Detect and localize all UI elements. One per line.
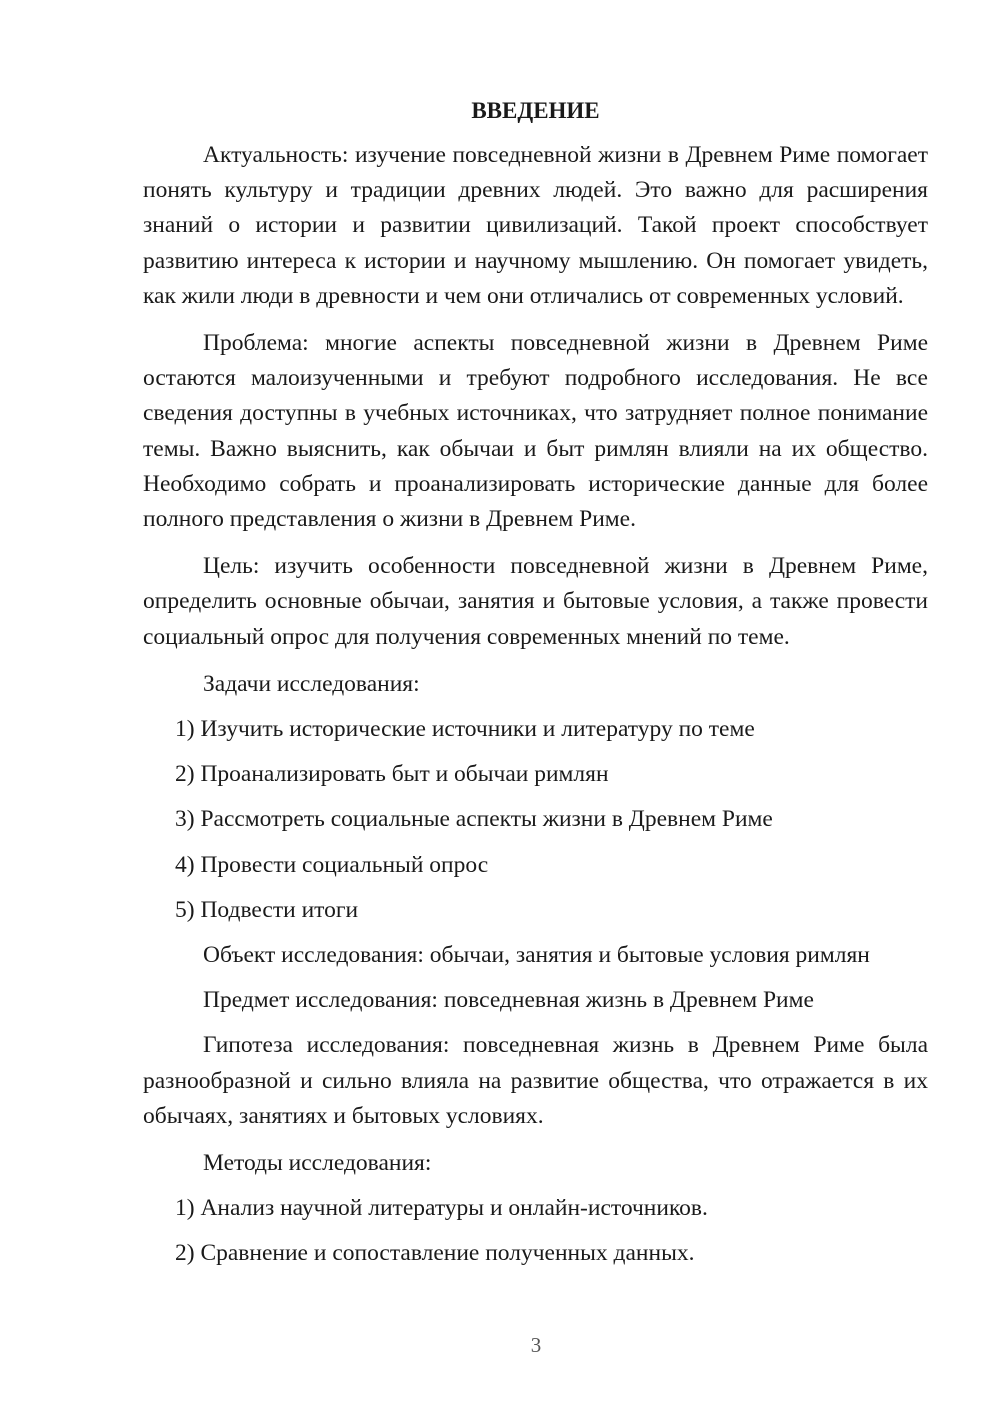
- list-item: 5) Подвести итоги: [175, 896, 359, 923]
- list-item: 4) Провести социальный опрос: [175, 851, 489, 878]
- list-item: 1) Анализ научной литературы и онлайн-источников.: [175, 1195, 708, 1222]
- page-number: 3: [530, 1333, 542, 1357]
- list-item: 2) Сравнение и сопоставление полученных данных.: [175, 1240, 695, 1267]
- relevance-paragraph: Актуальность: изучение повседневной жизни в Древнем Риме помогает понять культуру и традиции древних людей. Это важно для расширения знаний о истории и развитии цивилизаций. Такой проект способствует развитию интереса к истории и научному мышлению. Он помогает увидеть, как жили люди в древности и чем они отличались от современных условий.: [143, 142, 928, 309]
- methods-heading: Методы исследования:: [203, 1150, 432, 1177]
- list-item: 1) Изучить исторические источники и литературу по теме: [175, 716, 755, 743]
- research-object: Объект исследования: обычаи, занятия и бытовые условия римлян: [203, 942, 870, 969]
- tasks-list: [143, 712, 928, 928]
- document-body: [143, 96, 928, 1282]
- page-title: ВВЕДЕНИЕ: [471, 98, 600, 123]
- hypothesis-paragraph: Гипотеза исследования: повседневная жизнь в Древнем Риме была разнообразной и сильно влияла на развитие общества, что отражается в их обычаях, занятиях и бытовых условиях.: [143, 1032, 928, 1129]
- goal-paragraph: Цель: изучить особенности повседневной жизни в Древнем Риме, определить основные обычаи, занятия и бытовые условия, а также провести социальный опрос для получения современных мнений по теме.: [143, 553, 928, 650]
- research-subject: Предмет исследования: повседневная жизнь в Древнем Риме: [203, 987, 814, 1014]
- tasks-heading: Задачи исследования:: [203, 670, 420, 697]
- list-item: 3) Рассмотреть социальные аспекты жизни в Древнем Риме: [175, 806, 773, 833]
- list-item: 2) Проанализировать быт и обычаи римлян: [175, 761, 609, 788]
- problem-paragraph: Проблема: многие аспекты повседневной жизни в Древнем Риме остаются малоизученными и требуют подробного исследования. Не все сведения доступны в учебных источниках, что затрудняет полное понимание темы. Важно выяснить, как обычаи и быт римлян влияли на их общество. Необходимо собрать и проанализировать исторические данные для более полного представления о жизни в Древнем Риме.: [143, 330, 928, 533]
- methods-list: [143, 1191, 928, 1271]
